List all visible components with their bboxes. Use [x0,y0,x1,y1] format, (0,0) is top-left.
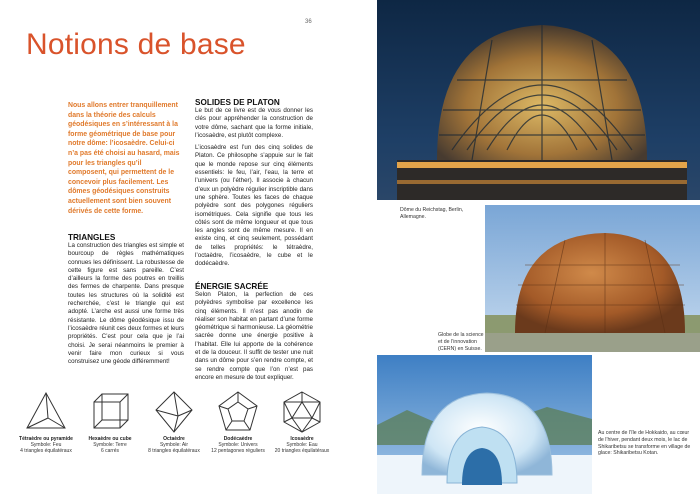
energie-section [195,282,313,382]
reichstag-dome-photo [377,0,700,200]
cube-icon [88,390,132,434]
energie-heading: ÉNERGIE SACRÉE [195,282,269,291]
octahedron-icon [152,390,196,434]
solid-name: Icosaèdre [290,436,314,442]
solid-name: Octaèdre [163,436,185,442]
solid-cube [82,390,138,454]
solid-icosahedron [274,390,330,454]
solid-octahedron [146,390,202,454]
solid-symbol: Symbole: Univers [218,442,258,448]
solides-section [195,98,313,269]
page-title: Notions de base [26,28,246,61]
solid-faces: 8 triangles équilatéraux [148,448,200,454]
solid-tetrahedron [18,390,74,454]
intro-paragraph: Nous allons entrer tranquillement dans la théorie des calculs géodésiques en s’intéressant à la forme géométrique de base pour notre dôme: l’icosaèdre. Celui-ci n’a pas été choisi au hasard, mais pour les triangles qu’il composent, qui permettent de le concevoir plus facilement. Les dômes géodésiques construits actuellement sont bien souvent dérivés de cette forme. [68,102,180,215]
reichstag-caption: Dôme du Reichstag, Berlin, Allemagne. [400,207,464,220]
page-number: 36 [305,19,312,25]
solid-symbol: Symbole: Eau [286,442,318,448]
solides-heading: SOLIDES DE PLATON [195,98,280,107]
ice-igloo-photo [377,355,592,494]
solid-name: Tétraèdre ou pyramide [19,436,73,442]
solid-dodecahedron [210,390,266,454]
solid-symbol: Symbole: Terre [93,442,127,448]
platonic-solids-row [18,390,338,490]
solides-text-1: Le but de ce livre est de vous donner les clés pour appréhender la construction de votre dôme, sachant que la forme initiale, l’icosaèdre, est plutôt complexe. [195,107,313,139]
solid-faces: 12 pentagones réguliers [211,448,265,454]
solid-faces: 6 carrés [100,448,120,454]
tetrahedron-icon [24,390,68,434]
solides-text-2: L’icosaèdre est l’un des cinq solides de Platon. Ce philosophe s’appuie sur le fait que le monde repose sur cinq éléments essentiels: le feu, l’air, l’eau, la terre et l’univers (ou l’éther). Il associe à chacun d’eux un polyèdre régulier inscriptible dans une sphère. Toutes les faces de chaque polyèdre sont des polygones réguliers isométriques. Cela signifie que tous les côtés sont de même longueur et que tous les angles sont de même mesure. Il en existe cinq, et cinq seulement, possédant de telles propriétés: le tétraèdre, l’octaèdre, l’icosaèdre, le cube et le dodécaèdre. [195,144,313,268]
triangles-text: La construction des triangles est simple et bourcoup de règles mathématiques connues les définissent. La robustesse de cette figure est sans pareille. C’est d’ailleurs la forme des poutres en treillis des fermes de charpente. Dans presque toutes les structures où la solidité est recherchée, c’est le triangle qui est adopté. L’arche est aussi une forme très résistante. Le dôme géodésique issu de l’icosaèdre réunit ces deux formes et leurs propriétés. C’est pour cela que je l’ai choisi. Je serai néanmoins le premier à venir faire mon curieux si vous construisez une géode différemment! [68,242,184,366]
icosahedron-icon [280,390,324,434]
globe-caption: Globe de la science et de l’innovation (CERN) en Suisse. [438,332,484,352]
igloo-caption: Au centre de l’île de Hokkaido, au cœur de l’hiver, pendant deux mois, le lac de Shikaribetsu se transforme en village de glace: Shikaribetsu Kotan. [598,430,691,457]
solid-name: Hexaèdre ou cube [88,436,132,442]
solid-faces: 4 triangles équilatéraux [20,448,72,454]
triangles-section [68,233,184,366]
solid-name: Dodécaèdre [223,436,253,442]
solid-symbol: Symbole: Feu [30,442,62,448]
dodecahedron-icon [216,390,260,434]
triangles-heading: TRIANGLES [68,233,116,242]
solid-symbol: Symbole: Air [159,442,189,448]
energie-text: Selon Platon, la perfection de ces polyèdres symbolise par excellence les cinq éléments. Il n’est pas anodin de réaliser son habitat en partant d’une forme géométrique si harmonieuse. La géométrie sacrée donne une énergie positive à l’habitat. Elle lui apporte de la cohérence et de la douceur. Il suffit de tester une nuit dans un dôme pour s’en rendre compte, et se rendre compte que l’on n’est pas encore en mesure de tout expliquer. [195,291,313,381]
solid-faces: 20 triangles équilatéraux [274,448,330,454]
globe-science-photo [485,205,700,352]
